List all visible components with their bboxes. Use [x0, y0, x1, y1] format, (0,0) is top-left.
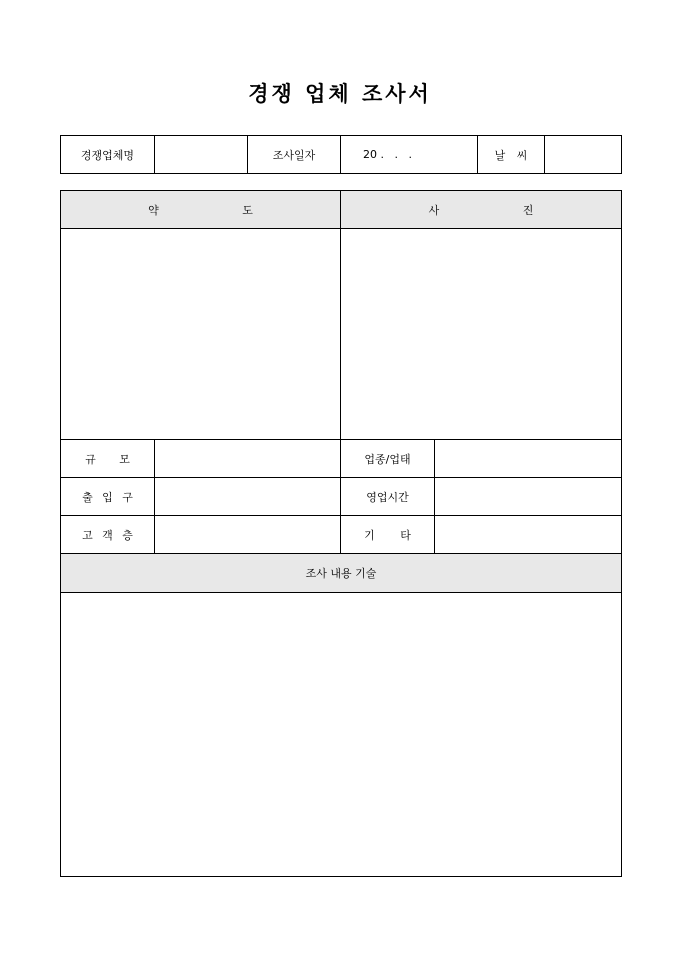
customer-label: 고 객 층 — [61, 516, 155, 554]
sketch-area[interactable] — [61, 229, 341, 440]
company-name-field[interactable] — [155, 136, 248, 174]
customer-field[interactable] — [155, 516, 341, 554]
business-hours-label: 영업시간 — [341, 478, 435, 516]
entrance-label: 출 입 구 — [61, 478, 155, 516]
header-info-table — [60, 135, 622, 174]
weather-field[interactable] — [545, 136, 622, 174]
photo-header: 사 진 — [341, 191, 622, 229]
business-type-label: 업종/업태 — [341, 440, 435, 478]
business-type-field[interactable] — [435, 440, 622, 478]
scale-label: 규 모 — [61, 440, 155, 478]
weather-label: 날 씨 — [478, 136, 545, 174]
scale-field[interactable] — [155, 440, 341, 478]
photo-area[interactable] — [341, 229, 622, 440]
survey-date-field[interactable]: 20 . . . — [341, 136, 478, 174]
survey-date-label: 조사일자 — [248, 136, 341, 174]
survey-main-table — [60, 190, 622, 877]
description-area[interactable] — [61, 593, 622, 877]
etc-label: 기 타 — [341, 516, 435, 554]
page-title: 경쟁 업체 조사서 — [248, 81, 432, 106]
company-name-label: 경쟁업체명 — [61, 136, 155, 174]
etc-field[interactable] — [435, 516, 622, 554]
entrance-field[interactable] — [155, 478, 341, 516]
sketch-header: 약 도 — [61, 191, 341, 229]
description-header: 조사 내용 기술 — [61, 554, 622, 593]
business-hours-field[interactable] — [435, 478, 622, 516]
